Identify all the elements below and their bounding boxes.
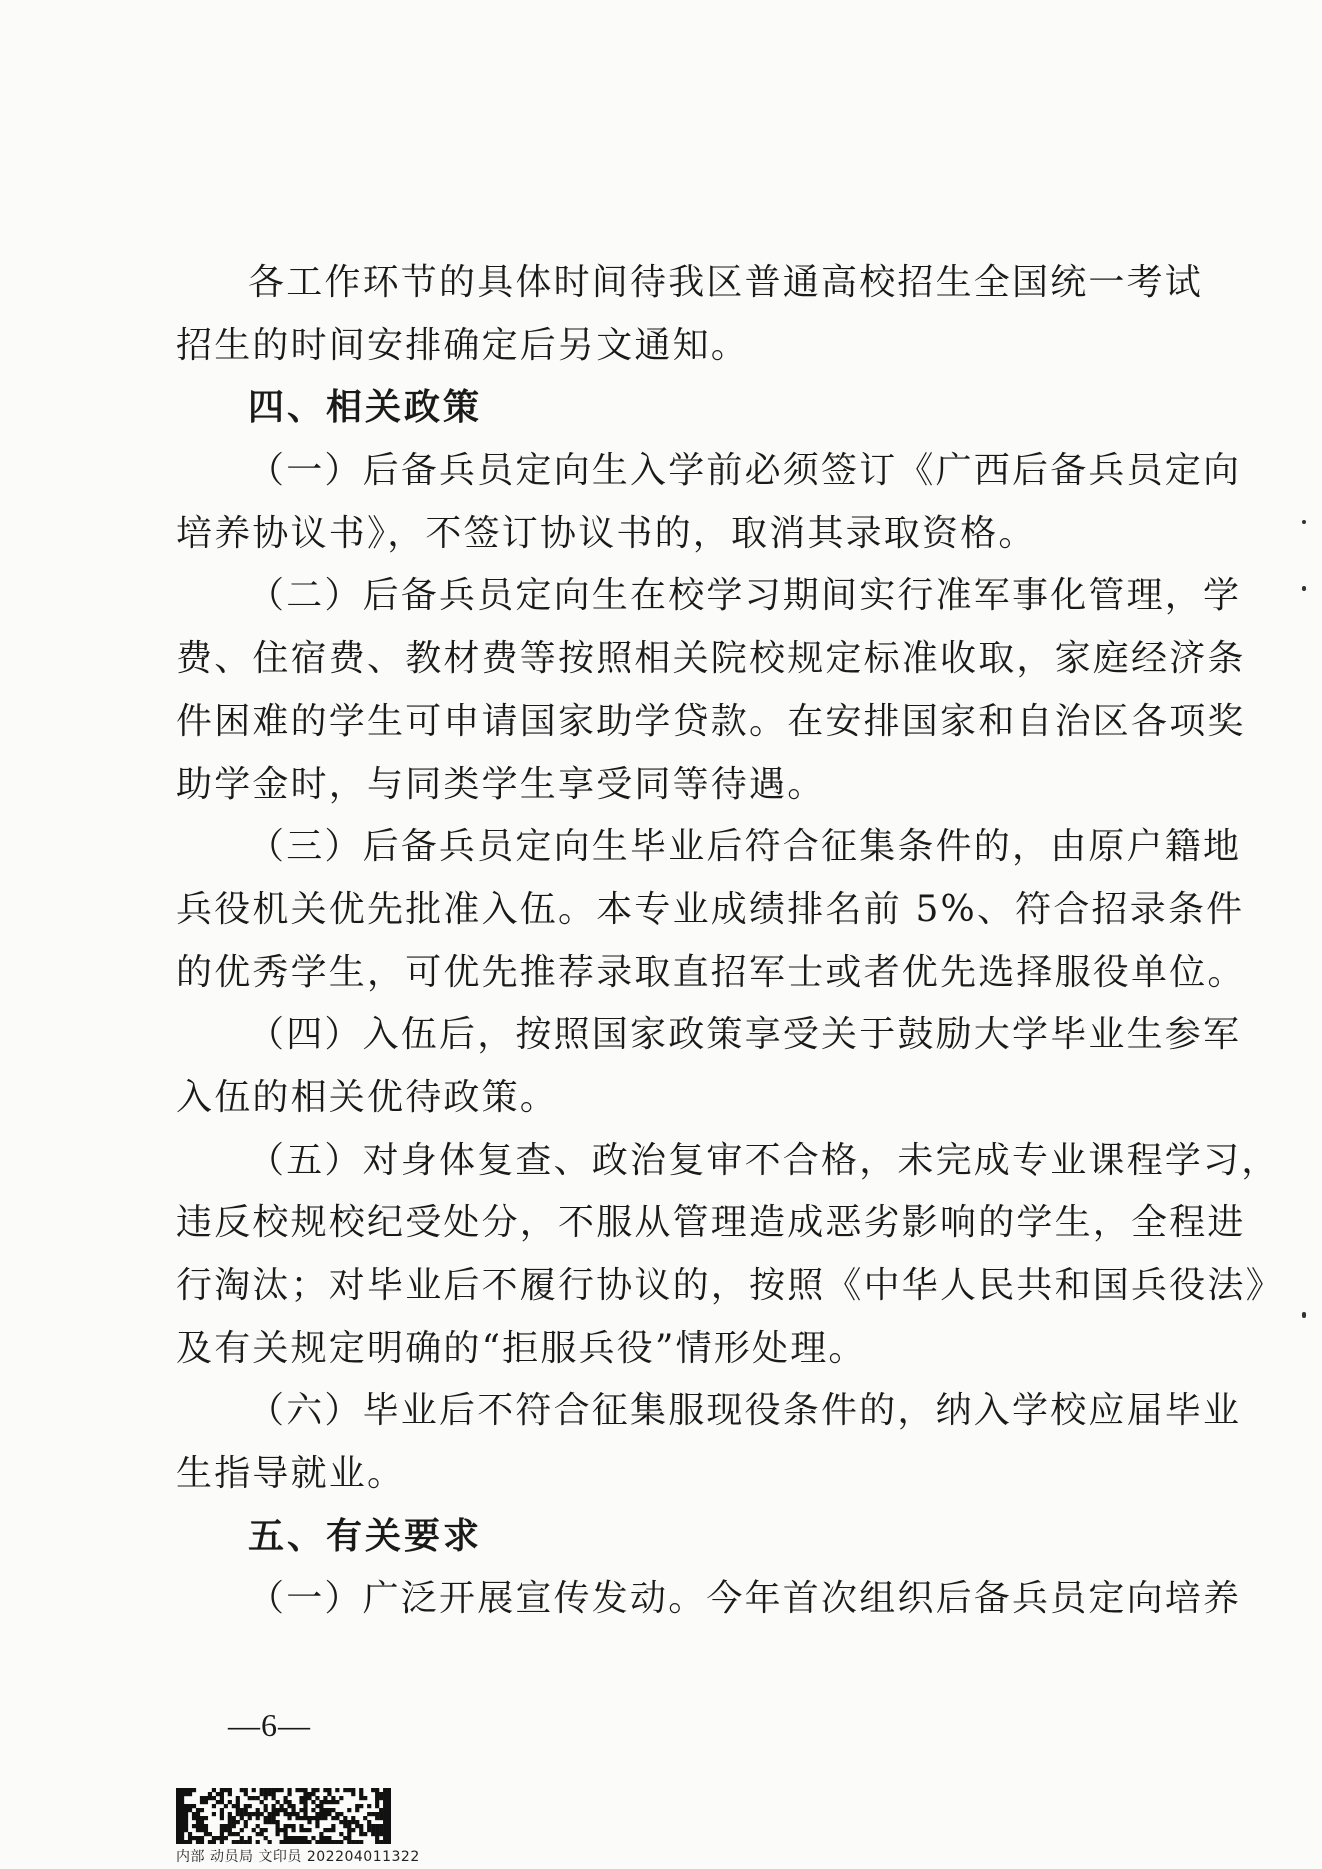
text-line: （五）对身体复查、政治复审不合格，未完成专业课程学习， (248, 1139, 1280, 1181)
text-line: （三）后备兵员定向生毕业后符合征集条件的，由原户籍地 (248, 826, 1242, 868)
scan-mark-dot (1302, 520, 1306, 524)
text-line: 费、住宿费、教材费等按照相关院校规定标准收取，家庭经济条 (176, 638, 1246, 680)
section-heading: 四、相关政策 (248, 387, 483, 429)
text-line: 各工作环节的具体时间待我区普通高校招生全国统一考试 (248, 262, 1204, 303)
text-line: （二）后备兵员定向生在校学习期间实行准军事化管理，学 (248, 575, 1242, 617)
text-line: （四）入伍后，按照国家政策享受关于鼓励大学毕业生参军 (248, 1014, 1242, 1056)
text-line: 助学金时，与同类学生享受同等待遇。 (176, 763, 826, 805)
scan-mark-dot (1302, 1312, 1306, 1318)
text-line: （六）毕业后不符合征集服现役条件的，纳入学校应届毕业 (248, 1390, 1242, 1432)
text-line: 违反校规校纪受处分，不服从管理造成恶劣影响的学生，全程进 (176, 1202, 1246, 1244)
barcode-icon (176, 1788, 391, 1844)
barcode-caption: 内部 动员局 文印员 202204011322 (176, 1849, 420, 1865)
page-number: —6— (228, 1707, 311, 1743)
text-line: 及有关规定明确的“拒服兵役”情形处理。 (176, 1327, 867, 1369)
document-body (176, 252, 1284, 1631)
text-line: 生指导就业。 (176, 1453, 406, 1495)
text-line: 培养协议书》，不签订协议书的，取消其录取资格。 (176, 512, 1037, 554)
section-heading: 五、有关要求 (248, 1515, 483, 1557)
text-line: （一）广泛开展宣传发动。今年首次组织后备兵员定向培养 (248, 1578, 1242, 1620)
text-line: 兵役机关优先批准入伍。本专业成绩排名前 5%、符合招录条件 (176, 888, 1245, 930)
text-line: （一）后备兵员定向生入学前必须签订《广西后备兵员定向 (248, 450, 1242, 492)
text-line: 的优秀学生，可优先推荐录取直招军士或者优先选择服役单位。 (176, 951, 1246, 993)
scan-mark-dot (1302, 586, 1306, 591)
text-line: 入伍的相关优待政策。 (176, 1076, 559, 1118)
text-line: 招生的时间安排确定后另文通知。 (176, 324, 750, 366)
text-line: 件困难的学生可申请国家助学贷款。在安排国家和自治区各项奖 (176, 700, 1246, 742)
text-line: 行淘汰；对毕业后不履行协议的，按照《中华人民共和国兵役法》 (176, 1265, 1284, 1306)
